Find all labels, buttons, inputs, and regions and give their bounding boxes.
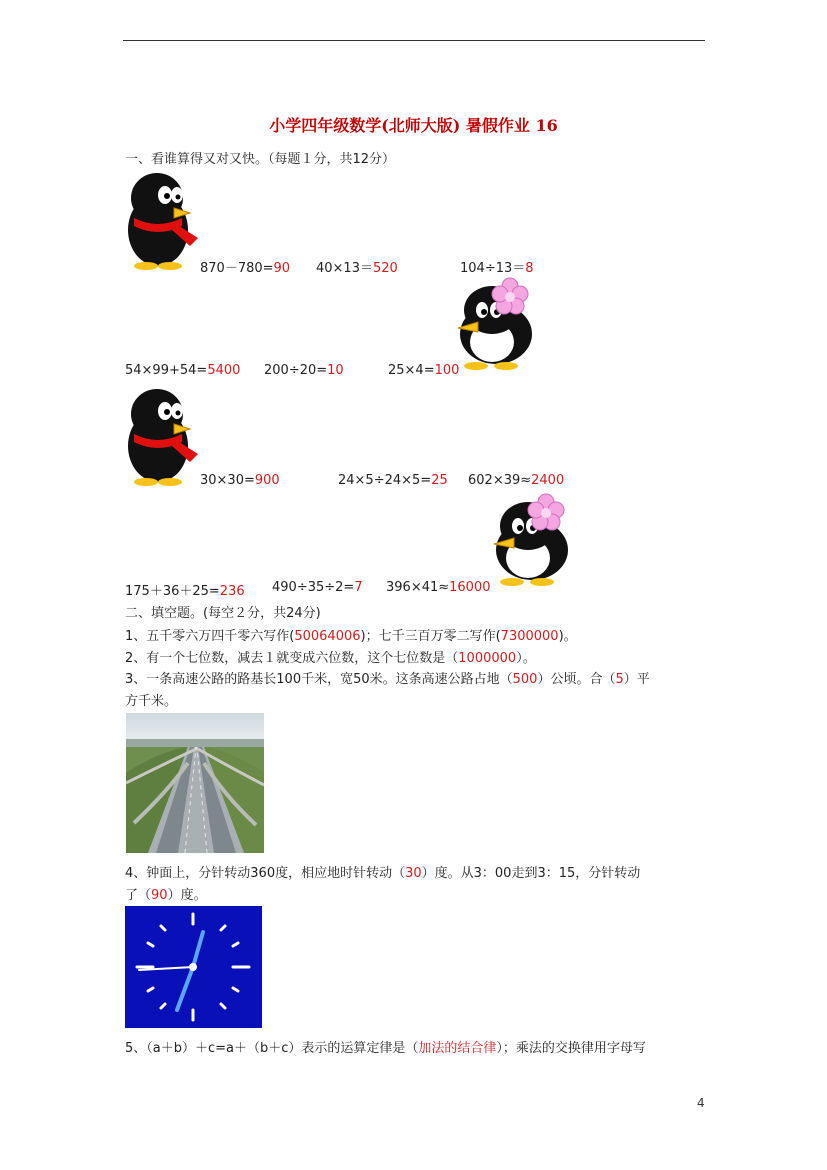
question-text: ）公顷。合（ — [537, 672, 616, 687]
equation-question: 54×99+54= — [125, 363, 208, 378]
equation-question: 870－780= — [200, 261, 274, 276]
equation-answer: 900 — [254, 473, 280, 488]
question-4 — [125, 862, 640, 881]
equation-1-2 — [316, 257, 398, 276]
section2-heading: 二、填空题。(每空２分，共24分) — [125, 606, 321, 621]
question-text: ）。 — [516, 651, 536, 666]
answer-text: 5 — [615, 672, 624, 687]
penguin-scarf-image-2 — [124, 384, 200, 486]
question-text: ）度。 — [167, 888, 207, 903]
question-5 — [125, 1037, 646, 1056]
question-text: 3、一条高速公路的路基长100千米，宽50米。这条高速公路占地（ — [125, 672, 513, 687]
question-2 — [125, 647, 536, 666]
answer-text: 500 — [512, 672, 538, 687]
answer-text: 30 — [405, 866, 422, 881]
equation-answer: 10 — [327, 363, 344, 378]
question-1 — [125, 625, 577, 644]
section1-heading: 一、看谁算得又对又快。（每题１分，共12分） — [125, 152, 396, 167]
answer-text: 加法的结合律 — [418, 1041, 497, 1056]
equation-answer: 100 — [434, 363, 460, 378]
equation-3-3 — [468, 473, 564, 488]
equation-1-3 — [460, 257, 534, 276]
equation-question: 104÷13＝ — [460, 261, 526, 276]
equation-3-1 — [200, 473, 280, 488]
equation-answer: 2400 — [531, 473, 565, 488]
penguin-flower-image-2 — [488, 492, 576, 588]
question-4-line-2 — [125, 884, 207, 903]
equation-question: 602×39≈ — [468, 473, 532, 488]
equation-1-1 — [200, 257, 290, 276]
equation-answer: 520 — [372, 261, 398, 276]
question-3 — [125, 668, 650, 687]
equation-2-1 — [125, 363, 240, 378]
equation-4-1 — [125, 580, 245, 599]
equation-answer: 90 — [273, 261, 291, 276]
question-text: 1、五千零六万四千零六写作( — [125, 629, 295, 644]
equation-answer: 16000 — [449, 580, 491, 595]
equation-question: 490÷35÷2= — [272, 580, 355, 595]
answer-text: 50064006 — [294, 629, 361, 644]
equation-question: 25×4= — [388, 363, 435, 378]
penguin-flower-image-1 — [452, 276, 540, 372]
question-text: )；七千三百万零二写作( — [360, 629, 501, 644]
penguin-scarf-image-1 — [124, 168, 200, 270]
answer-text: 90 — [151, 888, 168, 903]
clock-image — [125, 906, 262, 1028]
equation-question: 24×5÷24×5= — [338, 473, 432, 488]
equation-2-2 — [264, 363, 344, 378]
page-title: 小学四年级数学(北师大版) 暑假作业 16 — [269, 116, 558, 135]
equation-question: 30×30= — [200, 473, 255, 488]
page-number: 4 — [697, 1096, 705, 1110]
answer-text: 1000000 — [458, 651, 517, 666]
equation-answer: 25 — [431, 473, 448, 488]
equation-answer: 7 — [354, 580, 363, 595]
equation-question: 396×41≈ — [386, 580, 450, 595]
answer-text: 7300000 — [500, 629, 559, 644]
header-rule — [123, 40, 705, 41]
equation-answer: 236 — [219, 584, 245, 599]
equation-4-2 — [272, 580, 363, 595]
equation-answer: 8 — [525, 261, 534, 276]
question-text: 了（ — [125, 888, 152, 903]
question-text: 2、有一个七位数，减去１就变成六位数，这个七位数是（ — [125, 651, 459, 666]
question-text: 4、钟面上，分针转动360度，相应地时针转动（ — [125, 866, 406, 881]
equation-answer: 5400 — [207, 363, 241, 378]
equation-3-2 — [338, 473, 448, 488]
question-text: )。 — [558, 629, 577, 644]
question-text: 5、（a＋b）＋c=a＋（b＋c）表示的运算定律是（ — [125, 1041, 419, 1056]
question-3-line-2: 方千米。 — [125, 694, 178, 709]
equation-question: 40×13＝ — [316, 261, 373, 276]
equation-question: 175＋36＋25= — [125, 584, 220, 599]
highway-photo — [126, 713, 264, 853]
question-text: ）度。从3：00走到3：15，分针转动 — [421, 866, 641, 881]
equation-2-3 — [388, 363, 459, 378]
equation-4-3 — [386, 580, 491, 595]
question-text: ）；乘法的交换律用字母写 — [496, 1041, 646, 1056]
equation-question: 200÷20= — [264, 363, 328, 378]
question-text: ）平 — [623, 672, 650, 687]
